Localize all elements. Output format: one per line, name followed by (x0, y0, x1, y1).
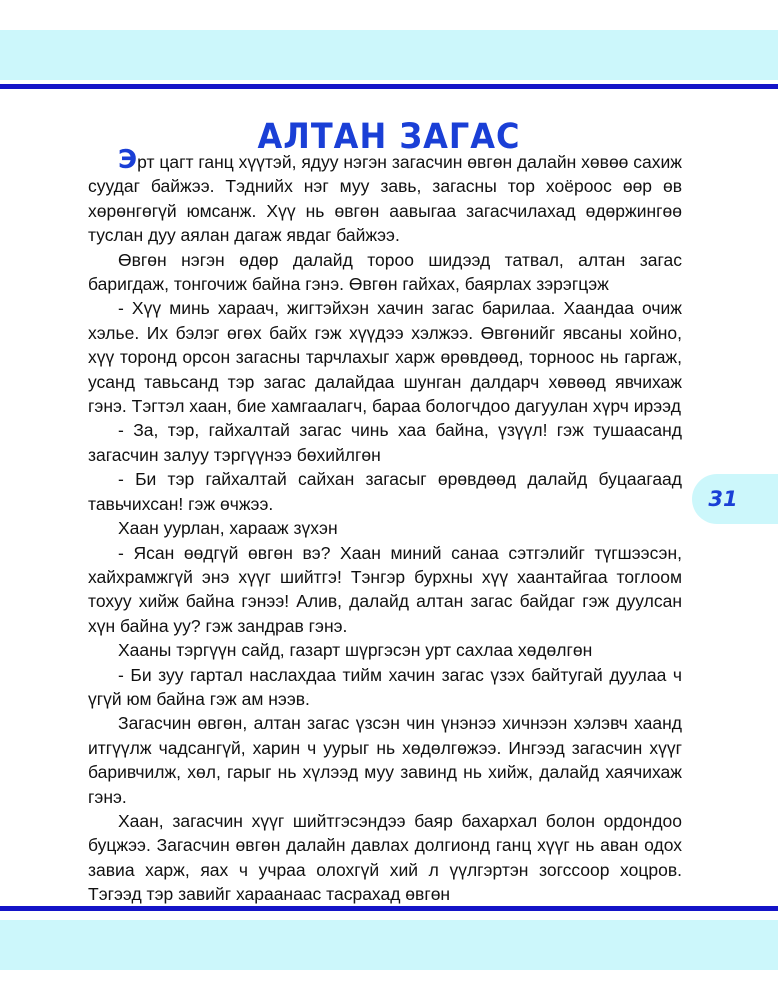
page-number: 31 (708, 487, 738, 511)
page-title: АЛТАН ЗАГАС (257, 115, 521, 157)
story-paragraph-11: Хаан, загасчин хүүг шийтгэсэндээ баяр бахархал болон ордондоо буцжээ. Загасчин өвгөн далайн давлах долгионд ганц хүүг нь аван одох завиа харж, яах ч учраа олохгүй хий л үүлгэртэн зогссоор хоцров. Тэгээд тэр завийг хараанаас тасрахад өвгөн (88, 810, 682, 905)
story-paragraph-7: - Ясан өөдгүй өвгөн вэ? Хаан миний санаа сэтгэлийг түгшээсэн, хайхрамжгүй энэ хүүг шийтгэ! Тэнгэр бурхны хүү хаантайгаа тоглоом тохуу хийж байна гэнээ! Алив, далайд алтан загас байдаг гэж дуулсан хүн байна уу? гэж зандрав гэнэ. (88, 542, 682, 636)
footer-band (0, 920, 778, 970)
story-paragraph-2: Өвгөн нэгэн өдөр далайд тороо шидээд татвал, алтан загас баригдаж, тонгочиж байна гэнэ. Өвгөн гайхах, баярлах зэрэгцэж (88, 249, 682, 295)
story-paragraph-8: Хааны тэргүүн сайд, газарт шүргэсэн урт сахлаа хөдөлгөн (118, 640, 593, 661)
story-paragraph-1 (88, 145, 682, 248)
drop-cap: Э (118, 145, 138, 175)
story-paragraph-3: - Хүү минь хараач, жигтэйхэн хачин загас барилаа. Хаандаа очиж хэлье. Их бэлэг өгөх байх гэж хүүдээ хэлжээ. Өвгөнийг явсаны хойно, хүү торонд орсон загасны тарчлахыг харж өрөвдөөд, торноос нь гаргаж, усанд тавьсанд тэр загас далайдаа шунган далдарч хөвөөд явчихаж гэнэ. Тэгтэл хаан, бие хамгаалагч, бараа бологчдоо дагуулан хүрч ирээд (88, 298, 682, 417)
header-band (0, 30, 778, 80)
story-paragraph-4: - За, тэр, гайхалтай загас чинь хаа байна, үзүүл! гэж тушаасанд загасчин залуу тэргүүнээ бөхийлгөн (88, 420, 682, 465)
story-paragraph-1-text: рт цагт ганц хүүтэй, ядуу нэгэн загасчин өвгөн далайн хөвөө сахиж суудаг байжээ. Тэднийх нэг муу завь, загасны тор хоёроос өөр өв хөрөнгөгүй юмсанж. Хүү нь өвгөн аавыгаа загасчилахад өдөржингөө туслан дуу аялан дагаж явдаг байжээ. (88, 152, 682, 246)
story-paragraph-5: - Би тэр гайхалтай сайхан загасыг өрөвдөөд далайд буцаагаад тавьчихсан! гэж өчжээ. (88, 469, 682, 514)
header-rule (0, 84, 778, 89)
story-paragraph-10: Загасчин өвгөн, алтан загас үзсэн чин үнэнээ хичнээн хэлэвч хаанд итгүүлж чадсангүй, харин ч уурыг нь хөдөлгөжээ. Ингээд загасчин хүүг баривчилж, хөл, гарыг нь хүлээд муу завинд нь хийж, далайд хаячихаж гэнэ. (88, 713, 682, 807)
story-paragraph-6: Хаан уурлан, харааж зүхэн (118, 518, 338, 539)
story-paragraph-9: - Би зуу гартал наслахдаа тийм хачин загас үзэх байтугай дуулаа ч үгүй юм байна гэж ам нээв. (88, 664, 682, 709)
story-text (88, 145, 682, 907)
footer-rule (0, 906, 778, 911)
